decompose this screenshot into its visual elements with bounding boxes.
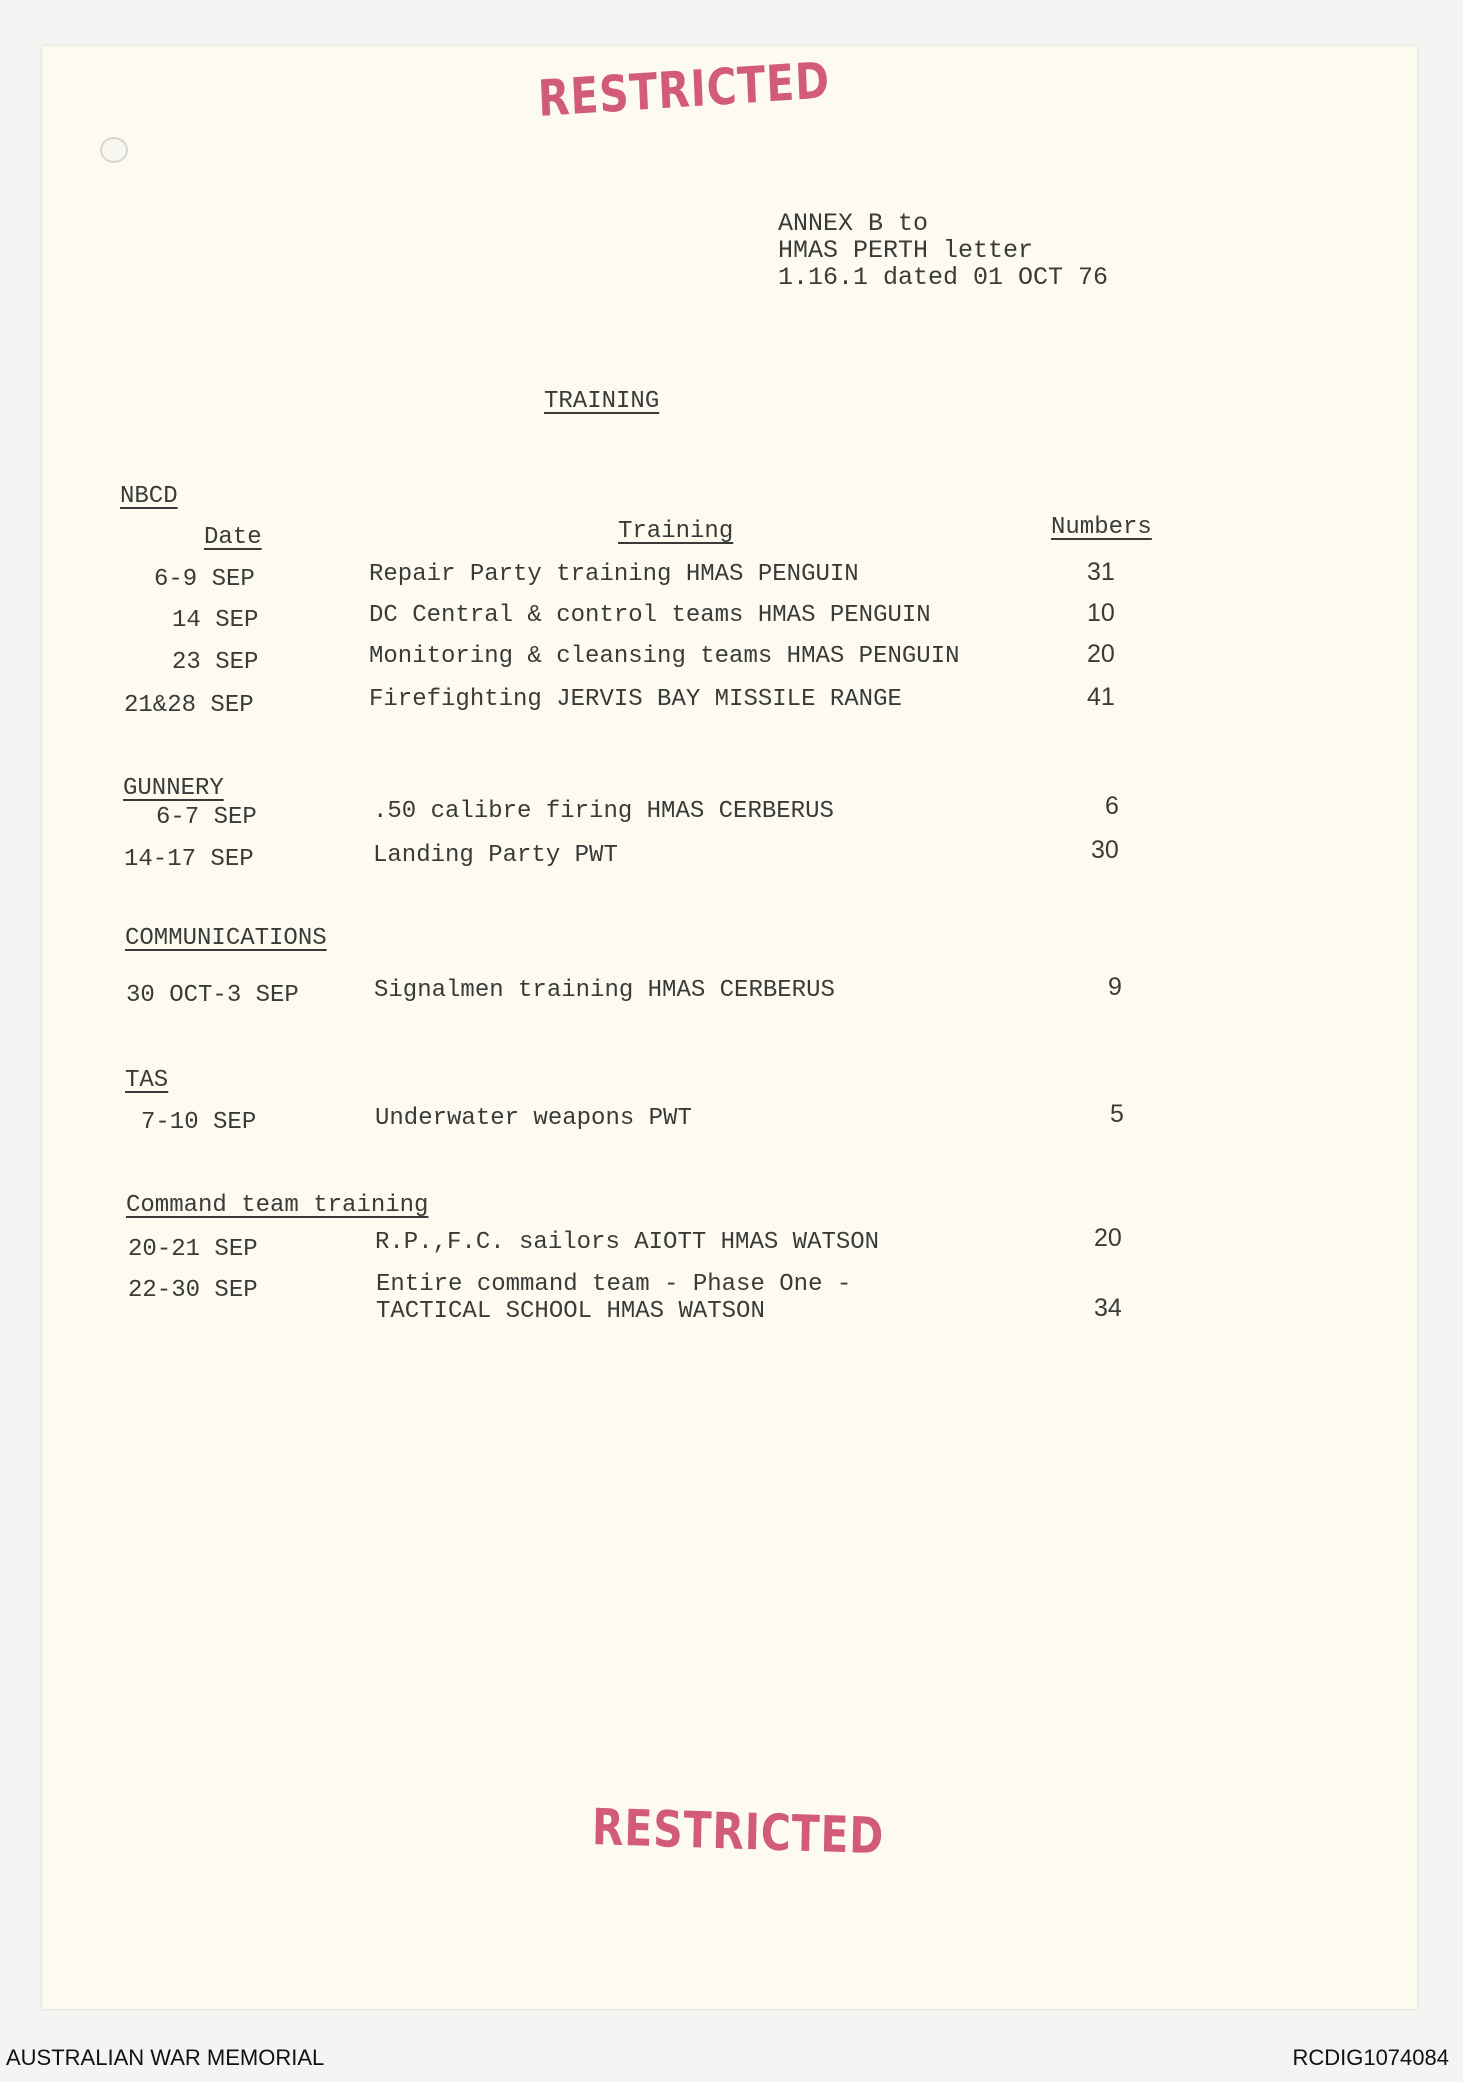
- row-date: 22-30 SEP: [128, 1277, 258, 1304]
- row-date: 23 SEP: [172, 649, 259, 676]
- row-training: Entire command team - Phase One -: [376, 1271, 852, 1298]
- section-heading-command-team: Command team training: [126, 1192, 429, 1219]
- page-title: TRAINING: [544, 388, 660, 415]
- row-training: Monitoring & cleansing teams HMAS PENGUIN: [369, 643, 960, 670]
- footer-record-id: RCDIG1074084: [1292, 2045, 1449, 2070]
- section-heading-communications: COMMUNICATIONS: [125, 925, 327, 952]
- row-training: DC Central & control teams HMAS PENGUIN: [369, 602, 931, 629]
- row-number: 10: [1087, 599, 1115, 627]
- section-heading-tas: TAS: [125, 1067, 169, 1094]
- row-number: 20: [1087, 640, 1115, 668]
- row-date: 7-10 SEP: [141, 1109, 257, 1136]
- row-date: 30 OCT-3 SEP: [126, 982, 299, 1009]
- row-date: 20-21 SEP: [128, 1236, 258, 1263]
- row-number: 31: [1087, 558, 1115, 586]
- row-number: 34: [1094, 1294, 1122, 1322]
- column-header-training: Training: [618, 518, 734, 545]
- row-training: .50 calibre firing HMAS CERBERUS: [373, 798, 834, 825]
- row-training: Firefighting JERVIS BAY MISSILE RANGE: [369, 686, 902, 713]
- row-date: 6-9 SEP: [154, 566, 255, 593]
- row-number: 41: [1087, 683, 1115, 711]
- row-number: 5: [1110, 1100, 1124, 1128]
- column-header-date: Date: [204, 524, 262, 551]
- annex-line-3: 1.16.1 dated 01 OCT 76: [778, 263, 1109, 292]
- row-date: 6-7 SEP: [156, 804, 257, 831]
- row-training: Repair Party training HMAS PENGUIN: [369, 561, 859, 588]
- row-date: 21&28 SEP: [124, 692, 254, 719]
- document-page: [42, 46, 1417, 2009]
- row-training: R.P.,F.C. sailors AIOTT HMAS WATSON: [375, 1229, 880, 1256]
- row-number: 9: [1108, 973, 1122, 1001]
- row-number: 6: [1105, 792, 1119, 820]
- footer-archive-name: AUSTRALIAN WAR MEMORIAL: [6, 2045, 325, 2070]
- annex-line-2: HMAS PERTH letter: [778, 236, 1034, 265]
- row-training: Landing Party PWT: [373, 842, 618, 869]
- row-training: Underwater weapons PWT: [375, 1105, 692, 1132]
- annex-line-1: ANNEX B to: [778, 209, 929, 238]
- annex-reference: [778, 210, 1108, 291]
- column-header-numbers: Numbers: [1051, 514, 1152, 541]
- row-date: 14-17 SEP: [124, 846, 254, 873]
- row-number: 30: [1091, 836, 1119, 864]
- row-training: Signalmen training HMAS CERBERUS: [374, 977, 835, 1004]
- punch-hole: [100, 137, 128, 163]
- restricted-stamp-bottom: RESTRICTED: [591, 1798, 885, 1866]
- row-number: 20: [1094, 1224, 1122, 1252]
- row-date: 14 SEP: [172, 607, 259, 634]
- row-training-continued: TACTICAL SCHOOL HMAS WATSON: [376, 1298, 765, 1325]
- restricted-stamp-top: RESTRICTED: [536, 51, 832, 128]
- section-heading-nbcd: NBCD: [120, 483, 178, 510]
- section-heading-gunnery: GUNNERY: [123, 775, 224, 802]
